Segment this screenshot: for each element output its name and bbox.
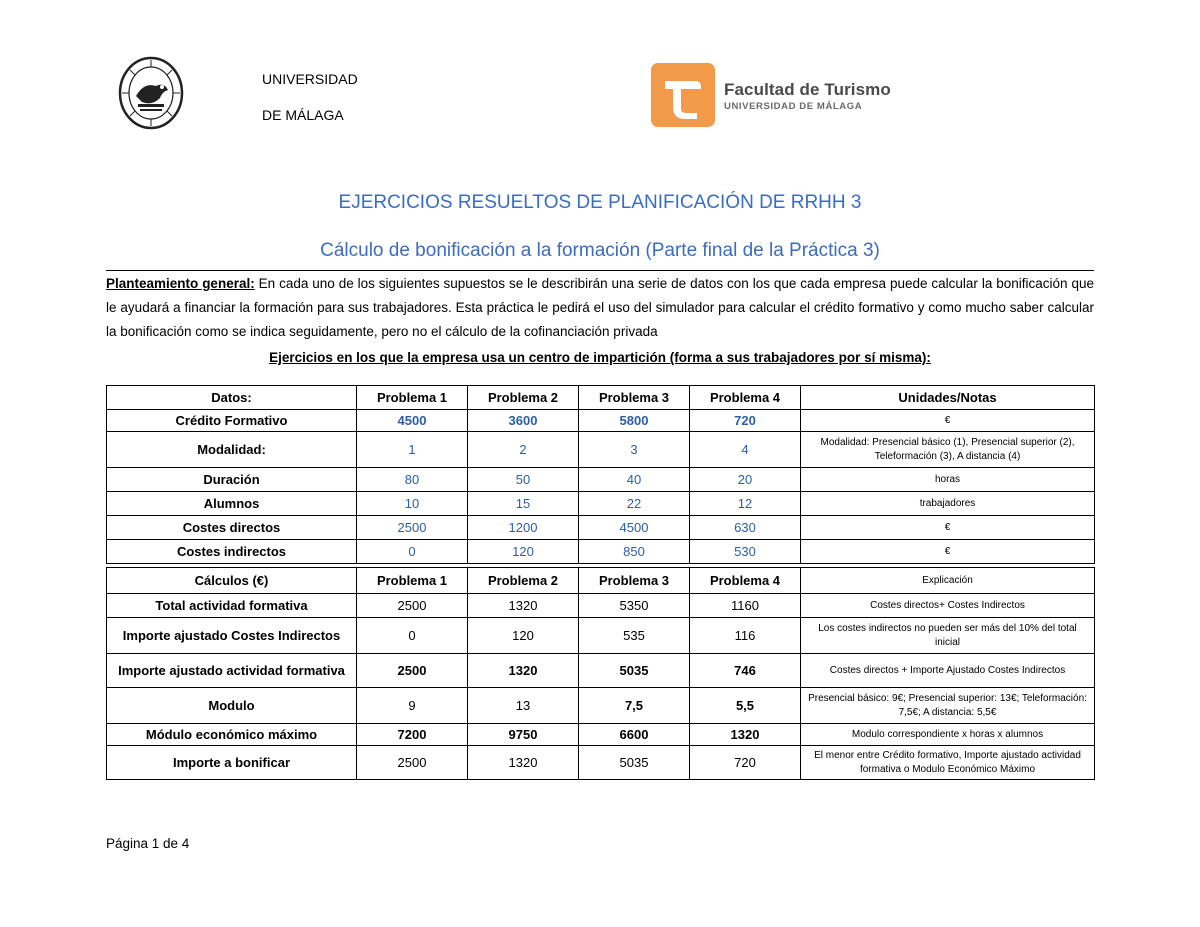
row-label: Total actividad formativa: [107, 594, 357, 618]
intro-paragraph: [106, 272, 1094, 344]
title-rule: [106, 270, 1094, 271]
row-label: Duración: [107, 468, 357, 492]
cell-value: 720: [690, 410, 801, 432]
calc-header-problema-4: Problema 4: [690, 568, 801, 594]
cell-value: 5,5: [690, 688, 801, 724]
cell-value: 2500: [357, 594, 468, 618]
table-row: [107, 432, 1095, 468]
table-row: [107, 516, 1095, 540]
cell-note: €: [801, 516, 1095, 540]
cell-value: 4500: [579, 516, 690, 540]
row-label: Crédito Formativo: [107, 410, 357, 432]
cell-note: El menor entre Crédito formativo, Importe ajustado actividad formativa o Modulo Económico Máximo: [801, 746, 1095, 780]
cell-value: 1200: [468, 516, 579, 540]
table-row: [107, 688, 1095, 724]
document-title: EJERCICIOS RESUELTOS DE PLANIFICACIÓN DE RRHH 3: [338, 192, 862, 213]
cell-value: 1: [357, 432, 468, 468]
cell-value: 7200: [357, 724, 468, 746]
cell-value: 746: [690, 654, 801, 688]
cell-value: 9: [357, 688, 468, 724]
table-row: [107, 594, 1095, 618]
table-row: [107, 724, 1095, 746]
cell-value: 2500: [357, 654, 468, 688]
table-row: [107, 468, 1095, 492]
cell-value: 20: [690, 468, 801, 492]
cell-note: Modalidad: Presencial básico (1), Presencial superior (2), Teleformación (3), A distancia (4): [801, 432, 1095, 468]
section-heading: Ejercicios en los que la empresa usa un centro de impartición (forma a sus trabajadores por sí misma):: [269, 350, 931, 365]
row-label: Costes directos: [107, 516, 357, 540]
cell-value: 2500: [357, 516, 468, 540]
datos-header-label: Datos:: [107, 386, 357, 410]
faculty-name: Facultad de Turismo: [724, 80, 891, 99]
faculty-name-block: [724, 80, 891, 112]
calc-header-row: [107, 568, 1095, 594]
table-row: [107, 746, 1095, 780]
cell-value: 120: [468, 618, 579, 654]
cell-value: 40: [579, 468, 690, 492]
calc-header-problema-2: Problema 2: [468, 568, 579, 594]
cell-value: 720: [690, 746, 801, 780]
cell-value: 1320: [468, 654, 579, 688]
cell-value: 13: [468, 688, 579, 724]
calc-header-problema-3: Problema 3: [579, 568, 690, 594]
calc-header-label: Cálculos (€): [107, 568, 357, 594]
cell-value: 15: [468, 492, 579, 516]
cell-value: 5350: [579, 594, 690, 618]
datos-table: [106, 385, 1095, 564]
cell-note: Modulo correspondiente x horas x alumnos: [801, 724, 1095, 746]
cell-note: €: [801, 410, 1095, 432]
cell-value: 0: [357, 618, 468, 654]
cell-value: 2500: [357, 746, 468, 780]
cell-value: 850: [579, 540, 690, 564]
cell-value: 22: [579, 492, 690, 516]
cell-value: 4: [690, 432, 801, 468]
datos-header-row: [107, 386, 1095, 410]
cell-value: 530: [690, 540, 801, 564]
calc-header-explicacion: Explicación: [801, 568, 1095, 594]
faculty-logo-icon: [651, 63, 715, 127]
cell-value: 4500: [357, 410, 468, 432]
university-name: [262, 70, 358, 142]
row-label: Módulo económico máximo: [107, 724, 357, 746]
cell-note: Costes directos+ Costes Indirectos: [801, 594, 1095, 618]
cell-value: 7,5: [579, 688, 690, 724]
row-label: Modulo: [107, 688, 357, 724]
row-label: Importe ajustado actividad formativa: [107, 654, 357, 688]
row-label: Modalidad:: [107, 432, 357, 468]
row-label: Costes indirectos: [107, 540, 357, 564]
university-line-1: UNIVERSIDAD: [262, 71, 358, 87]
row-label: Importe ajustado Costes Indirectos: [107, 618, 357, 654]
row-label: Importe a bonificar: [107, 746, 357, 780]
cell-value: 116: [690, 618, 801, 654]
cell-value: 1320: [468, 746, 579, 780]
table-row: [107, 618, 1095, 654]
table-row: [107, 540, 1095, 564]
cell-value: 50: [468, 468, 579, 492]
cell-note: Costes directos + Importe Ajustado Costes Indirectos: [801, 654, 1095, 688]
cell-note: €: [801, 540, 1095, 564]
cell-value: 5800: [579, 410, 690, 432]
cell-value: 2: [468, 432, 579, 468]
cell-value: 12: [690, 492, 801, 516]
cell-value: 120: [468, 540, 579, 564]
cell-value: 10: [357, 492, 468, 516]
cell-value: 0: [357, 540, 468, 564]
table-row: [107, 654, 1095, 688]
datos-header-notas: Unidades/Notas: [801, 386, 1095, 410]
cell-value: 535: [579, 618, 690, 654]
calc-header-problema-1: Problema 1: [357, 568, 468, 594]
university-line-2: DE MÁLAGA: [262, 107, 344, 123]
document-subtitle: Cálculo de bonificación a la formación (Parte final de la Práctica 3): [320, 240, 880, 261]
cell-value: 3600: [468, 410, 579, 432]
cell-value: 5035: [579, 654, 690, 688]
intro-lead: Planteamiento general:: [106, 276, 255, 291]
cell-value: 6600: [579, 724, 690, 746]
cell-note: Presencial básico: 9€; Presencial superior: 13€; Teleformación: 7,5€; A distancia: 5,5€: [801, 688, 1095, 724]
calculos-table: [106, 567, 1095, 780]
datos-header-problema-4: Problema 4: [690, 386, 801, 410]
cell-value: 630: [690, 516, 801, 540]
faculty-subtitle: UNIVERSIDAD DE MÁLAGA: [724, 101, 863, 112]
datos-header-problema-1: Problema 1: [357, 386, 468, 410]
cell-note: Los costes indirectos no pueden ser más del 10% del total inicial: [801, 618, 1095, 654]
cell-value: 1320: [690, 724, 801, 746]
cell-value: 1160: [690, 594, 801, 618]
datos-header-problema-3: Problema 3: [579, 386, 690, 410]
cell-note: horas: [801, 468, 1095, 492]
table-row: [107, 492, 1095, 516]
cell-value: 1320: [468, 594, 579, 618]
cell-note: trabajadores: [801, 492, 1095, 516]
datos-header-problema-2: Problema 2: [468, 386, 579, 410]
row-label: Alumnos: [107, 492, 357, 516]
page-footer: Página 1 de 4: [106, 836, 190, 851]
cell-value: 9750: [468, 724, 579, 746]
cell-value: 3: [579, 432, 690, 468]
cell-value: 80: [357, 468, 468, 492]
intro-text: En cada uno de los siguientes supuestos se le describirán una serie de datos con los que cada empresa puede calcular la bonificación que le ayudará a financiar la formación para sus trabajadores. Esta práctica le pedirá el uso del simulador para calcular el crédito formativo y como mucho saber calcular la bonificación como se indica seguidamente, pero no el cálculo de la cofinanciación privada: [106, 276, 1094, 339]
university-seal-icon: [118, 56, 184, 130]
table-row: [107, 410, 1095, 432]
cell-value: 5035: [579, 746, 690, 780]
